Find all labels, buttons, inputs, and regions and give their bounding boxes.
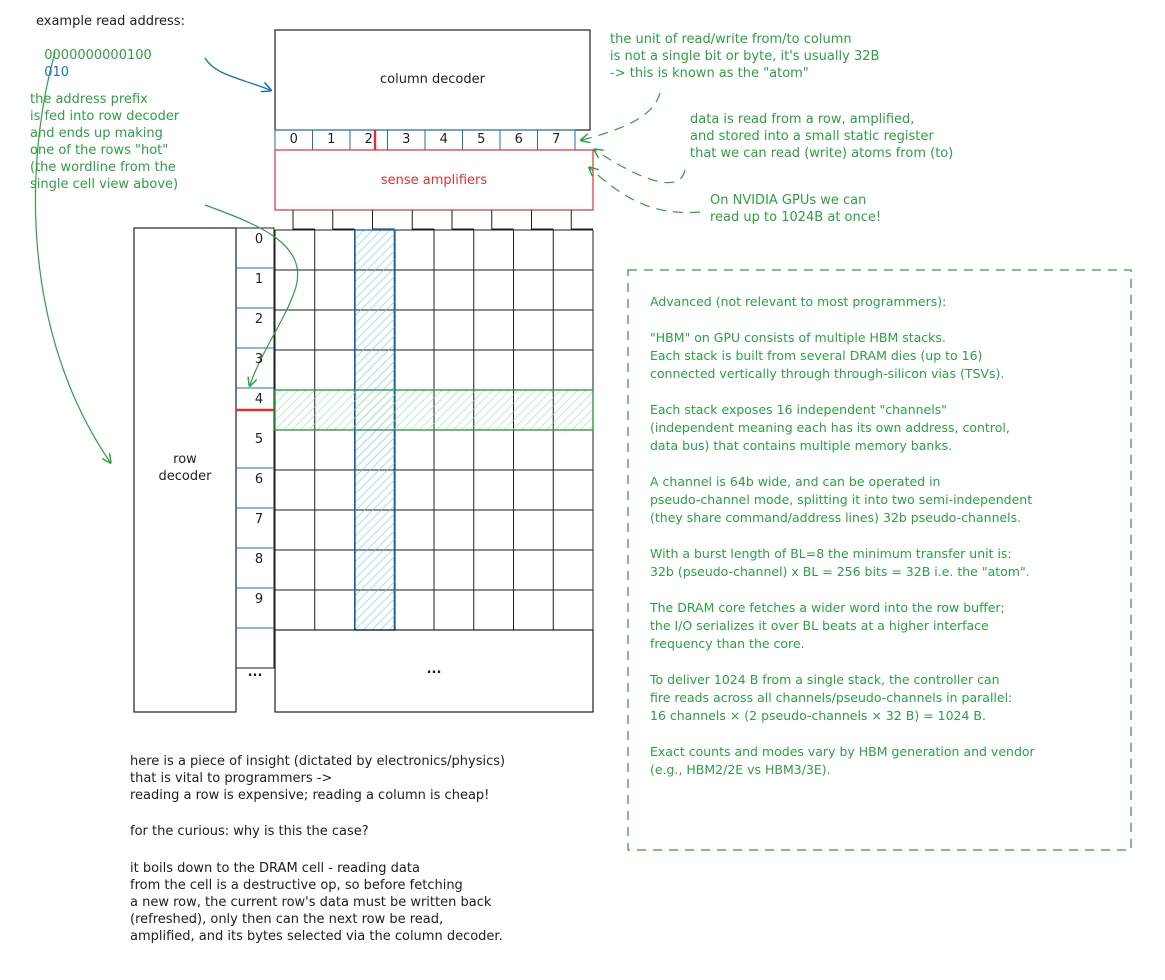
address-label: example read address: [36,14,185,29]
advanced-note-paragraph: To deliver 1024 B from a single stack, the controller can fire reads across all channels/pseudo-channels in parallel: 16 channels × (2 pseudo-channels × 32 B) = 1024 B. [650,672,1013,723]
column-index-label: 1 [327,132,336,147]
row-index-label: 8 [254,552,264,567]
row-index-ellipsis: ... [247,665,263,680]
address-column-bits: 010 [44,65,70,80]
column-index-label: 2 [364,132,373,147]
column-index-label: 7 [552,132,561,147]
row-index-label: 7 [254,512,264,527]
advanced-note-paragraph: Exact counts and modes vary by HBM generation and vendor (e.g., HBM2/2E vs HBM3/3E). [650,744,1035,777]
sense-amplifiers-label: sense amplifiers [380,173,488,188]
column-decoder-label: column decoder [380,72,485,87]
row-index-label: 4 [254,392,264,407]
advanced-note-paragraph: With a burst length of BL=8 the minimum transfer unit is: 32b (pseudo-channel) x BL = 256 bits = 32B i.e. the "atom". [650,546,1030,579]
row-index-label: 9 [254,592,264,607]
column-index-label: 4 [439,132,448,147]
row-read-note: data is read from a row, amplified, and stored into a small static register that we can read (write) atoms from (to) [690,112,954,161]
atom-note-arrow [582,93,660,140]
insight-question: for the curious: why is this the case? [130,824,369,839]
advanced-note-paragraph: Each stack exposes 16 independent "channels" (independent meaning each has its own address, control, data bus) that contains multiple memory banks. [650,402,1010,453]
grid-ellipsis: ... [426,662,442,677]
address-prefix-note: the address prefix is fed into row decoder and ends up making one of the rows "hot" (the wordline from the single cell view above) [30,92,180,192]
column-index-label: 5 [477,132,486,147]
row-index-label: 6 [254,472,264,487]
advanced-note-paragraph: Advanced (not relevant to most programmers): [650,294,947,309]
column-index-label: 6 [514,132,523,147]
nvidia-note: On NVIDIA GPUs we can read up to 1024B at once! [710,193,882,225]
row-index-label: 0 [254,232,264,247]
address-prefix-bits: 0000000000100 [44,48,152,63]
column-index-label: 0 [289,132,298,147]
row-index-label: 1 [254,272,264,287]
row-index-label: 2 [254,312,264,327]
atom-note: the unit of read/write from/to column is not a single bit or byte, it's usually 32B -> this is known as the "atom" [610,32,880,81]
address-value [36,30,152,81]
advanced-note-paragraph: The DRAM core fetches a wider word into the row buffer; the I/O serializes it over BL beats at a higher interface frequency than the core. [650,600,1005,651]
row-index-label: 5 [254,432,264,447]
insight-main: here is a piece of insight (dictated by electronics/physics) that is vital to programmers -> reading a row is expensive; reading a column is cheap! [130,754,506,803]
insight-answer: it boils down to the DRAM cell - reading data from the cell is a destructive op, so before fetching a new row, the current row's data must be written back (refreshed), only then can the next row be read, amplified, and its bytes selected via the column decoder. [130,861,503,944]
row-index-label: 3 [254,352,264,367]
row-read-note-arrow [595,150,685,183]
selected-row-highlight [275,390,593,430]
address-to-column-decoder-arrow [205,58,270,90]
bitline-stubs [293,210,593,230]
advanced-notes [650,293,1035,797]
advanced-note-paragraph: "HBM" on GPU consists of multiple HBM stacks. Each stack is built from several DRAM dies (up to 16) connected vertically through through-silicon vias (TSVs). [650,330,1005,381]
row-decoder-label: row decoder [158,452,212,484]
advanced-note-paragraph: A channel is 64b wide, and can be operated in pseudo-channel mode, splitting it into two semi-independent (they share command/address lines) 32b pseudo-channels. [650,474,1033,525]
column-index-label: 3 [402,132,411,147]
